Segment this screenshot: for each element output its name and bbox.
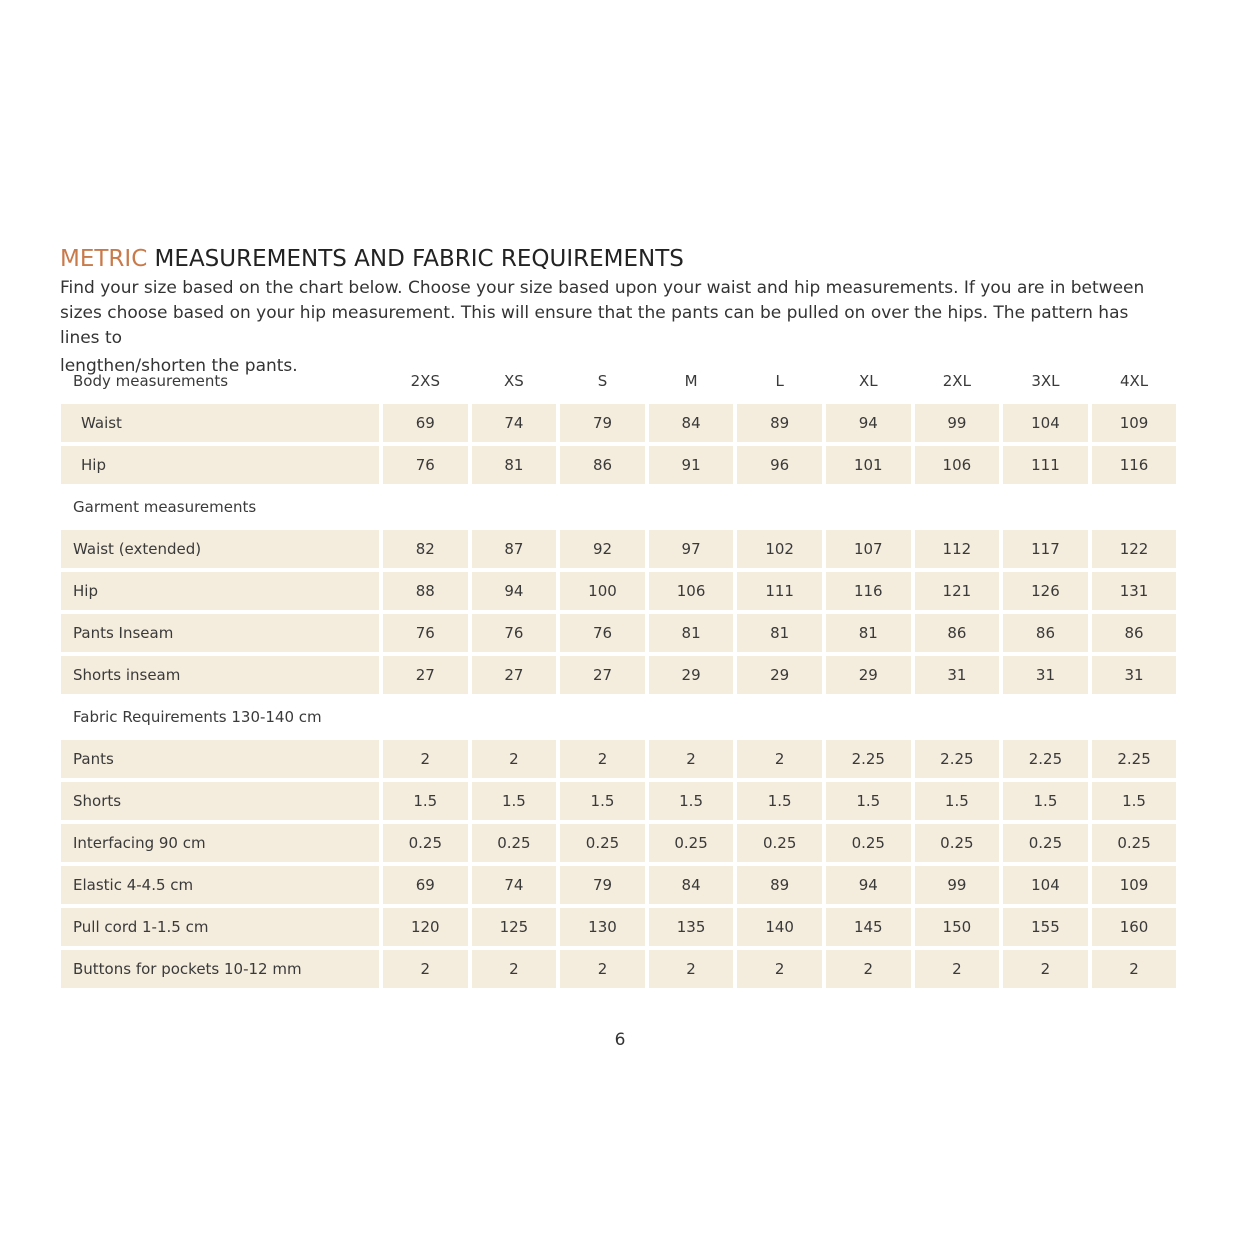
size-header-4xl: 4XL [1119,372,1149,390]
table-row [61,908,1179,946]
table-cell: 102 [737,530,822,568]
table-row [61,404,1179,442]
table-cell: 1.5 [1003,782,1088,820]
size-header-3xl: 3XL [1031,372,1060,390]
table-cell: 27 [560,656,645,694]
table-cell: 2 [826,950,911,988]
table-cell: 84 [649,404,734,442]
row-label: Hip [61,572,379,610]
table-cell: 81 [472,446,557,484]
table-cell: 96 [737,446,822,484]
size-table [61,362,1179,992]
page-title [60,246,684,272]
table-cell: 109 [1092,404,1177,442]
table-cell: 125 [472,908,557,946]
table-cell: 1.5 [383,782,468,820]
row-label: Shorts [61,782,379,820]
section-heading: Body measurements [73,372,229,390]
section-heading: Fabric Requirements 130-140 cm [73,708,322,726]
table-cell: 2.25 [1092,740,1177,778]
table-cell: 111 [737,572,822,610]
size-header-l: L [775,372,784,390]
table-cell: 2 [472,950,557,988]
table-cell: 2.25 [826,740,911,778]
table-cell: 111 [1003,446,1088,484]
table-cell: 2 [1003,950,1088,988]
row-label: Shorts inseam [61,656,379,694]
table-cell: 116 [1092,446,1177,484]
table-cell: 94 [826,866,911,904]
table-cell: 86 [1003,614,1088,652]
table-cell: 87 [472,530,557,568]
table-cell: 1.5 [649,782,734,820]
table-cell: 89 [737,404,822,442]
table-cell: 69 [383,866,468,904]
table-cell: 29 [737,656,822,694]
table-cell: 1.5 [915,782,1000,820]
table-row [61,824,1179,862]
size-header-2xs: 2XS [410,372,440,390]
table-cell: 121 [915,572,1000,610]
row-label: Pants Inseam [61,614,379,652]
table-cell: 120 [383,908,468,946]
table-row [61,782,1179,820]
table-cell: 76 [383,614,468,652]
table-cell: 2 [472,740,557,778]
table-cell: 150 [915,908,1000,946]
table-row [61,740,1179,778]
table-cell: 122 [1092,530,1177,568]
table-cell: 104 [1003,404,1088,442]
table-cell: 31 [915,656,1000,694]
table-cell: 91 [649,446,734,484]
table-cell: 86 [560,446,645,484]
title-rest: MEASUREMENTS AND FABRIC REQUIREMENTS [147,246,684,272]
table-cell: 130 [560,908,645,946]
section-heading-row [61,488,1179,526]
table-cell: 2 [737,740,822,778]
table-cell: 29 [649,656,734,694]
table-cell: 94 [472,572,557,610]
table-cell: 0.25 [472,824,557,862]
table-cell: 31 [1092,656,1177,694]
table-row [61,656,1179,694]
table-cell: 2 [383,740,468,778]
table-cell: 116 [826,572,911,610]
table-cell: 84 [649,866,734,904]
row-label: Buttons for pockets 10-12 mm [61,950,379,988]
table-cell: 0.25 [1092,824,1177,862]
table-row [61,530,1179,568]
table-cell: 117 [1003,530,1088,568]
table-cell: 100 [560,572,645,610]
table-cell: 82 [383,530,468,568]
table-cell: 89 [737,866,822,904]
table-cell: 99 [915,866,1000,904]
table-cell: 76 [383,446,468,484]
table-cell: 2 [915,950,1000,988]
table-cell: 0.25 [383,824,468,862]
table-cell: 0.25 [560,824,645,862]
size-header-row [61,362,1179,400]
row-label: Pull cord 1-1.5 cm [61,908,379,946]
table-cell: 27 [383,656,468,694]
title-accent: METRIC [60,246,148,272]
table-cell: 106 [649,572,734,610]
table-cell: 104 [1003,866,1088,904]
table-row [61,950,1179,988]
row-label: Pants [61,740,379,778]
table-cell: 76 [472,614,557,652]
size-header-2xl: 2XL [942,372,971,390]
table-cell: 74 [472,866,557,904]
table-cell: 131 [1092,572,1177,610]
size-header-xs: XS [503,372,524,390]
table-cell: 1.5 [560,782,645,820]
row-label: Elastic 4-4.5 cm [61,866,379,904]
table-cell: 0.25 [1003,824,1088,862]
section-heading-row [61,698,1179,736]
size-header-xl: XL [858,372,878,390]
size-header-m: M [684,372,698,390]
table-cell: 2 [560,740,645,778]
table-cell: 2 [649,950,734,988]
table-cell: 0.25 [649,824,734,862]
table-cell: 109 [1092,866,1177,904]
table-cell: 0.25 [826,824,911,862]
table-cell: 2 [1092,950,1177,988]
table-cell: 99 [915,404,1000,442]
table-cell: 2 [649,740,734,778]
table-cell: 112 [915,530,1000,568]
table-cell: 106 [915,446,1000,484]
row-label: Waist (extended) [61,530,379,568]
table-cell: 126 [1003,572,1088,610]
table-cell: 140 [737,908,822,946]
table-cell: 2.25 [915,740,1000,778]
table-cell: 1.5 [737,782,822,820]
table-cell: 86 [915,614,1000,652]
table-cell: 29 [826,656,911,694]
table-cell: 31 [1003,656,1088,694]
table-cell: 1.5 [1092,782,1177,820]
table-cell: 81 [737,614,822,652]
table-cell: 2 [560,950,645,988]
table-cell: 79 [560,866,645,904]
section-heading: Garment measurements [73,498,257,516]
table-cell: 2.25 [1003,740,1088,778]
table-cell: 94 [826,404,911,442]
table-cell: 2 [383,950,468,988]
table-row [61,446,1179,484]
table-cell: 92 [560,530,645,568]
row-label: Waist [61,404,379,442]
table-cell: 101 [826,446,911,484]
intro-line-1: Find your size based on the chart below. Choose your size based upon your waist and hip measurements. If you are in between [60,278,1145,298]
table-row [61,614,1179,652]
table-cell: 97 [649,530,734,568]
table-cell: 79 [560,404,645,442]
row-label: Hip [61,446,379,484]
table-cell: 145 [826,908,911,946]
table-cell: 76 [560,614,645,652]
table-cell: 0.25 [915,824,1000,862]
table-cell: 69 [383,404,468,442]
table-cell: 27 [472,656,557,694]
table-cell: 135 [649,908,734,946]
intro-line-2: sizes choose based on your hip measurement. This will ensure that the pants can be pulled on over the hips. The pattern has lines to [60,303,1129,348]
table-cell: 81 [826,614,911,652]
table-row [61,572,1179,610]
page-number: 6 [614,1030,626,1050]
intro-line-3: lengthen/shorten the pants. [60,356,298,376]
table-row [61,866,1179,904]
table-cell: 1.5 [472,782,557,820]
table-cell: 88 [383,572,468,610]
size-header-s: S [597,372,608,390]
table-cell: 160 [1092,908,1177,946]
table-cell: 1.5 [826,782,911,820]
row-label: Interfacing 90 cm [61,824,379,862]
table-cell: 74 [472,404,557,442]
table-cell: 107 [826,530,911,568]
table-cell: 155 [1003,908,1088,946]
table-cell: 86 [1092,614,1177,652]
table-cell: 81 [649,614,734,652]
table-cell: 2 [737,950,822,988]
table-cell: 0.25 [737,824,822,862]
